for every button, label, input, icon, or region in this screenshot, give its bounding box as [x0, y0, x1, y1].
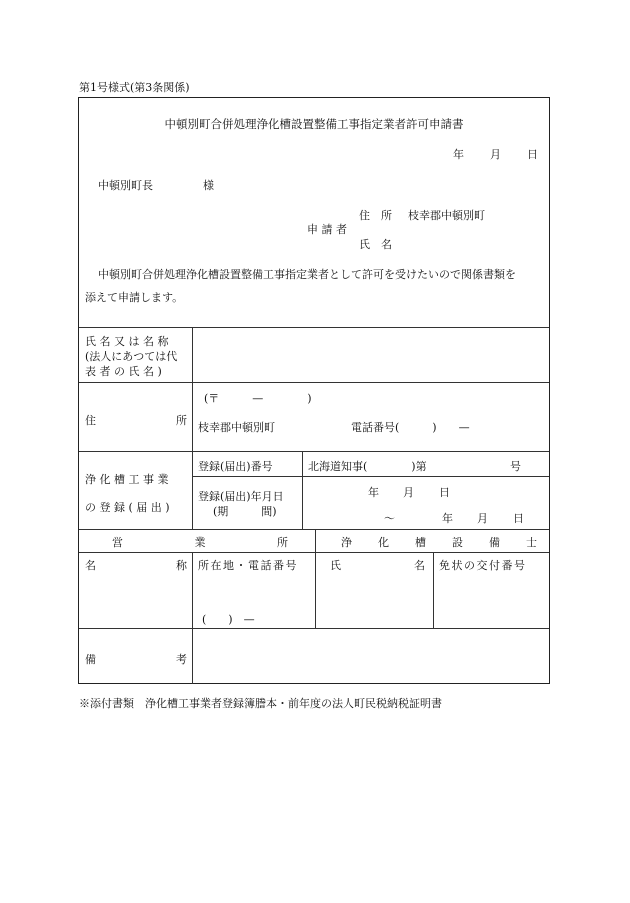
- application-form: [78, 97, 550, 684]
- addressee-name: 中頓別町長: [98, 179, 153, 192]
- date-month: 月: [490, 148, 501, 161]
- col-location: 所在地・電話番号: [198, 559, 298, 572]
- body-text-line2: 添えて申請します。: [85, 291, 184, 304]
- name-label: 氏 名: [359, 238, 392, 251]
- period-start-day: 日: [439, 486, 450, 499]
- date-year: 年: [453, 148, 464, 161]
- office-header-right: 浄 化 槽 設 備 士: [341, 536, 537, 549]
- col-name-left: 名: [85, 559, 96, 572]
- period-end-month: 月: [477, 512, 488, 525]
- remarks-right: 考: [176, 653, 187, 666]
- address-town: 枝幸郡中頓別町: [198, 421, 275, 434]
- addressee-sama: 様: [203, 179, 214, 192]
- registration-date-label-2: (期 間): [213, 505, 277, 518]
- body-text-line1: 中頓別町合併処理浄化槽設置整備工事指定業者として許可を受けたいので関係書類を: [98, 268, 516, 281]
- go-text: 号: [510, 460, 521, 473]
- period-start-month: 月: [403, 486, 414, 499]
- office-phone: ( ) —: [202, 613, 255, 626]
- date-day: 日: [527, 148, 538, 161]
- remarks-left: 備: [85, 653, 96, 666]
- address-row-label-left: 住: [85, 414, 96, 427]
- period-end-day: 日: [513, 512, 524, 525]
- period-end-year: 年: [442, 512, 453, 525]
- address-label: 住 所: [359, 209, 392, 222]
- col-name-right: 称: [176, 559, 187, 572]
- col-person-left: 氏: [330, 559, 341, 572]
- name-row-label-1: 氏 名 又 は 名 称: [85, 335, 169, 348]
- office-header-left: 営 業 所: [112, 536, 288, 549]
- col-license: 免状の交付番号: [439, 559, 527, 572]
- address-value: 枝幸郡中頓別町: [408, 209, 485, 222]
- period-tilde: 〜: [384, 512, 395, 525]
- governor-text: 北海道知事( )第: [308, 460, 427, 473]
- col-person-right: 名: [414, 559, 425, 572]
- applicant-label: 申 請 者: [307, 223, 347, 236]
- phone-number: 電話番号( ) —: [351, 421, 470, 434]
- address-row-label-right: 所: [176, 414, 187, 427]
- registration-label-1: 浄 化 槽 工 事 業: [85, 473, 169, 486]
- registration-date-label-1: 登録(届出)年月日: [198, 490, 284, 503]
- period-start-year: 年: [368, 486, 379, 499]
- postal-code: (〒 — ): [204, 392, 312, 405]
- name-row-label-3: 表 者 の 氏 名 ): [85, 365, 162, 378]
- registration-number-label: 登録(届出)番号: [198, 460, 273, 473]
- form-number: 第1号様式(第3条関係): [79, 81, 190, 94]
- footnote: ※添付書類 浄化槽工事業者登録簿謄本・前年度の法人町民税納税証明書: [79, 697, 442, 710]
- registration-label-2: の 登 録 ( 届 出 ): [85, 501, 170, 514]
- name-row-label-2: (法人にあつては代: [85, 350, 178, 363]
- form-title: 中頓別町合併処理浄化槽設置整備工事指定業者許可申請書: [164, 117, 464, 131]
